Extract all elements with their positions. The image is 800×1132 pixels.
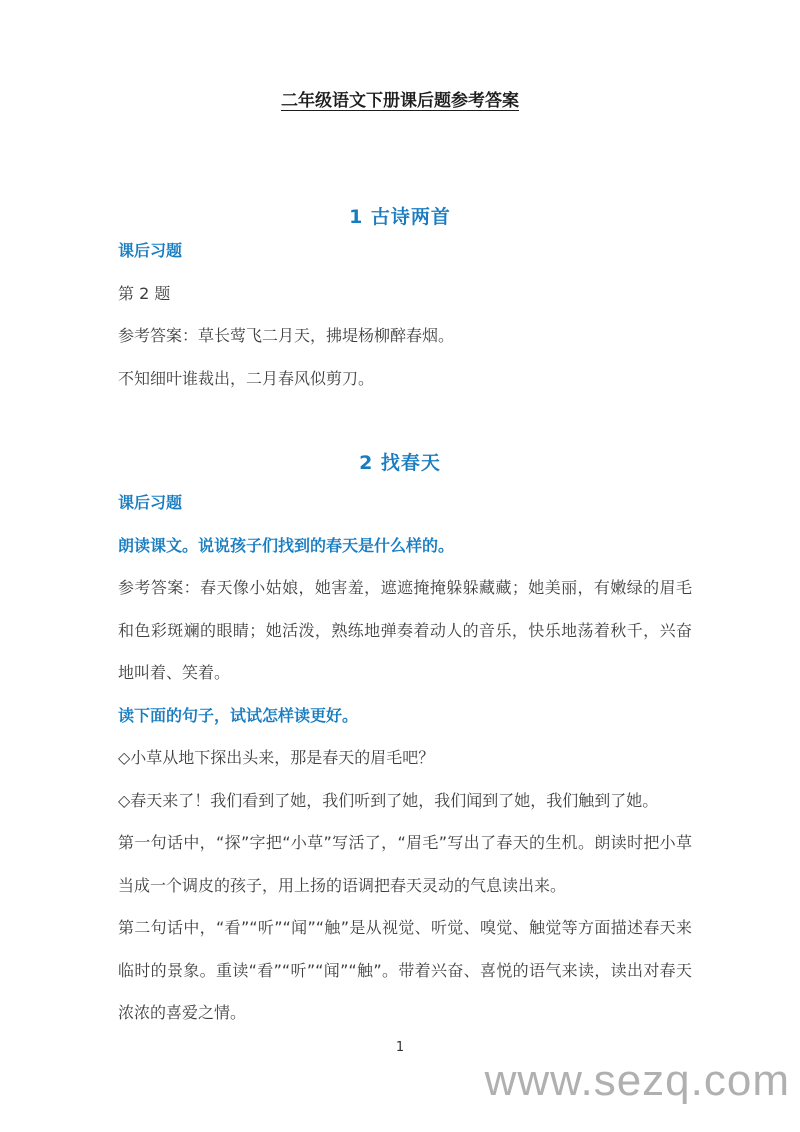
section-1-heading: 1 古诗两首: [349, 206, 451, 228]
watermark-text: www.sezq.com: [484, 1056, 790, 1105]
section-1-answer-line-2: 不知细叶谁裁出，二月春风似剪刀。: [118, 368, 375, 388]
section-2-example-sentence-1: ◇小草从地下探出头来，那是春天的眉毛吧？: [118, 748, 435, 767]
section-2-answer-paragraph: 参考答案：春天像小姑娘，她害羞，遮遮掩掩躲躲藏藏；她美丽，有嫩绿的眉毛和色彩斑斓的眼睛；她活泼，熟练地弹奏着动人的音乐，快乐地荡着秋千，兴奋地叫着、笑着。: [118, 578, 692, 682]
section-1-question-number: 第 2 题: [118, 283, 171, 303]
page-number: 1: [395, 1040, 405, 1055]
section-2-question-prompt-2: 读下面的句子，试试怎样读更好。: [118, 705, 359, 725]
section-2-question-prompt-1: 朗读课文。说说孩子们找到的春天是什么样的。: [118, 535, 455, 555]
section-2-heading: 2 找春天: [359, 452, 441, 474]
section-1-answer-line-1: 参考答案：草长莺飞二月天，拂堤杨柳醉春烟。: [118, 326, 455, 345]
section-1-exercise-label: 课后习题: [118, 241, 183, 260]
section-2-explanation-paragraph-2: 第二句话中，“看”“听”“闻”“触”是从视觉、听觉、嗅觉、触觉等方面描述春天来临时的景象。重读“看”“听”“闻”“触”。带着兴奋、喜悦的语气来读，读出对春天浓浓的喜爱之情。: [118, 918, 692, 1022]
section-2-exercise-label: 课后习题: [118, 493, 183, 512]
section-2-explanation-paragraph-1: 第一句话中，“探”字把“小草”写活了，“眉毛”写出了春天的生机。朗读时把小草当成一个调皮的孩子，用上扬的语调把春天灵动的气息读出来。: [118, 833, 692, 895]
document-title: 二年级语文下册课后题参考答案: [281, 91, 519, 111]
section-2-example-sentence-2: ◇春天来了！我们看到了她，我们听到了她，我们闻到了她，我们触到了她。: [118, 790, 659, 810]
